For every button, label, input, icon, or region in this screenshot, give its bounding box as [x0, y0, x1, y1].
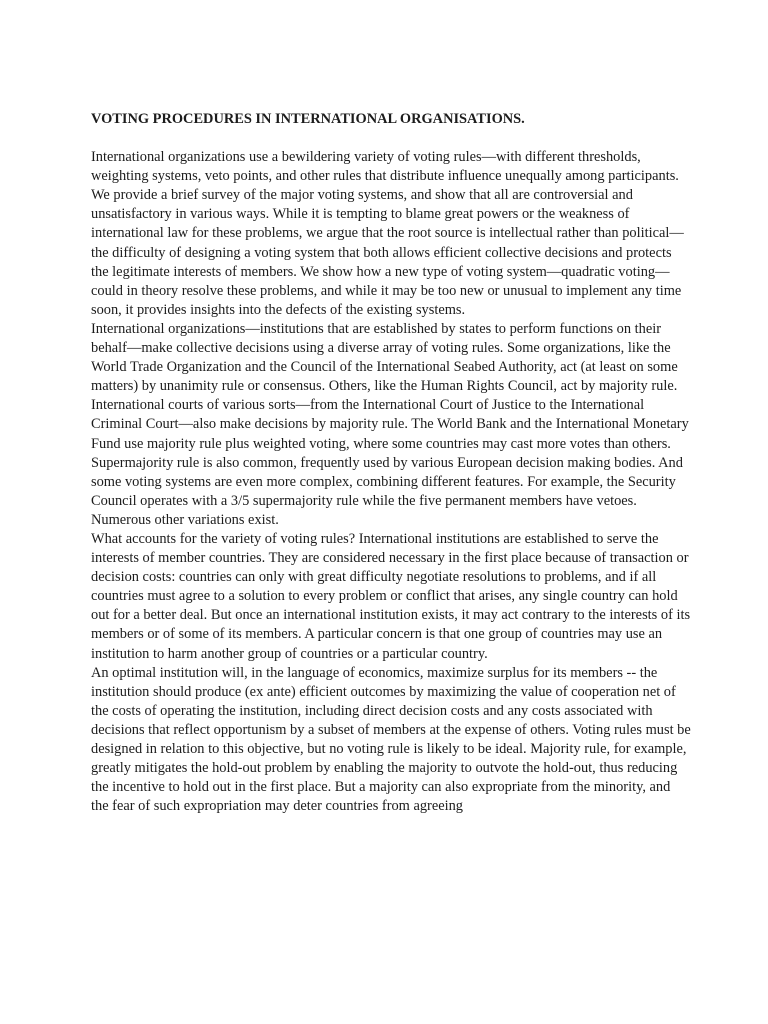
paragraph-variety: What accounts for the variety of voting rules? International institutions are established to serve the interests of member countries. They are considered necessary in the first place because of transaction or decision costs: countries can only with great difficulty negotiate resolutions to problems, and if all countries must agree to a solution to every problem or conflict that arises, any single country can hold out for a better deal. But once an international institution exists, it may act contrary to the interests of its members or of some of its members. A particular concern is that one group of countries may use an institution to harm another group of countries or a particular country.: [91, 530, 691, 662]
paragraph-abstract: International organizations use a bewildering variety of voting rules—with different thresholds, weighting systems, veto points, and other rules that distribute influence unequally among participants. We provide a brief survey of the major voting systems, and show that all are controversial and unsatisfactory in various ways. While it is tempting to blame great powers or the weakness of international law for these problems, we argue that the root source is intellectual rather than political—the difficulty of designing a voting system that both allows efficient collective decisions and protects the legitimate interests of members. We show how a new type of voting system—quadratic voting—could in theory resolve these problems, and while it may be too new or unusual to implement any time soon, it provides insights into the defects of the existing systems.: [91, 149, 684, 318]
document-body: [91, 110, 691, 816]
document-title: VOTING PROCEDURES IN INTERNATIONAL ORGANISATIONS.: [91, 111, 525, 127]
paragraph-optimal-institution: An optimal institution will, in the language of economics, maximize surplus for its members -- the institution should produce (ex ante) efficient outcomes by maximizing the value of cooperation net of the costs of operating the institution, including direct decision costs and any costs associated with decisions that reflect opportunism by a subset of members at the expense of others. Voting rules must be designed in relation to this objective, but no voting rule is likely to be ideal. Majority rule, for example, greatly mitigates the hold-out problem by enabling the majority to outvote the hold-out, thus reducing the incentive to hold out in the first place. But a majority can also expropriate from the minority, and the fear of such expropriation may deter countries from agreeing: [91, 664, 691, 815]
paragraph-intro: International organizations—institutions that are established by states to perform functions on their behalf—make collective decisions using a diverse array of voting rules. Some organizations, like the World Trade Organization and the Council of the International Seabed Authority, act (at least on some matters) by unanimity rule or consensus. Others, like the Human Rights Council, act by majority rule. International courts of various sorts—from the International Court of Justice to the International Criminal Court—also make decisions by majority rule. The World Bank and the International Monetary Fund use majority rule plus weighted voting, where some countries may cast more votes than others. Supermajority rule is also common, frequently used by various European decision making bodies. And some voting systems are even more complex, combining different features. For example, the Security Council operates with a 3/5 supermajority rule while the five permanent members have vetoes. Numerous other variations exist.: [91, 320, 689, 528]
